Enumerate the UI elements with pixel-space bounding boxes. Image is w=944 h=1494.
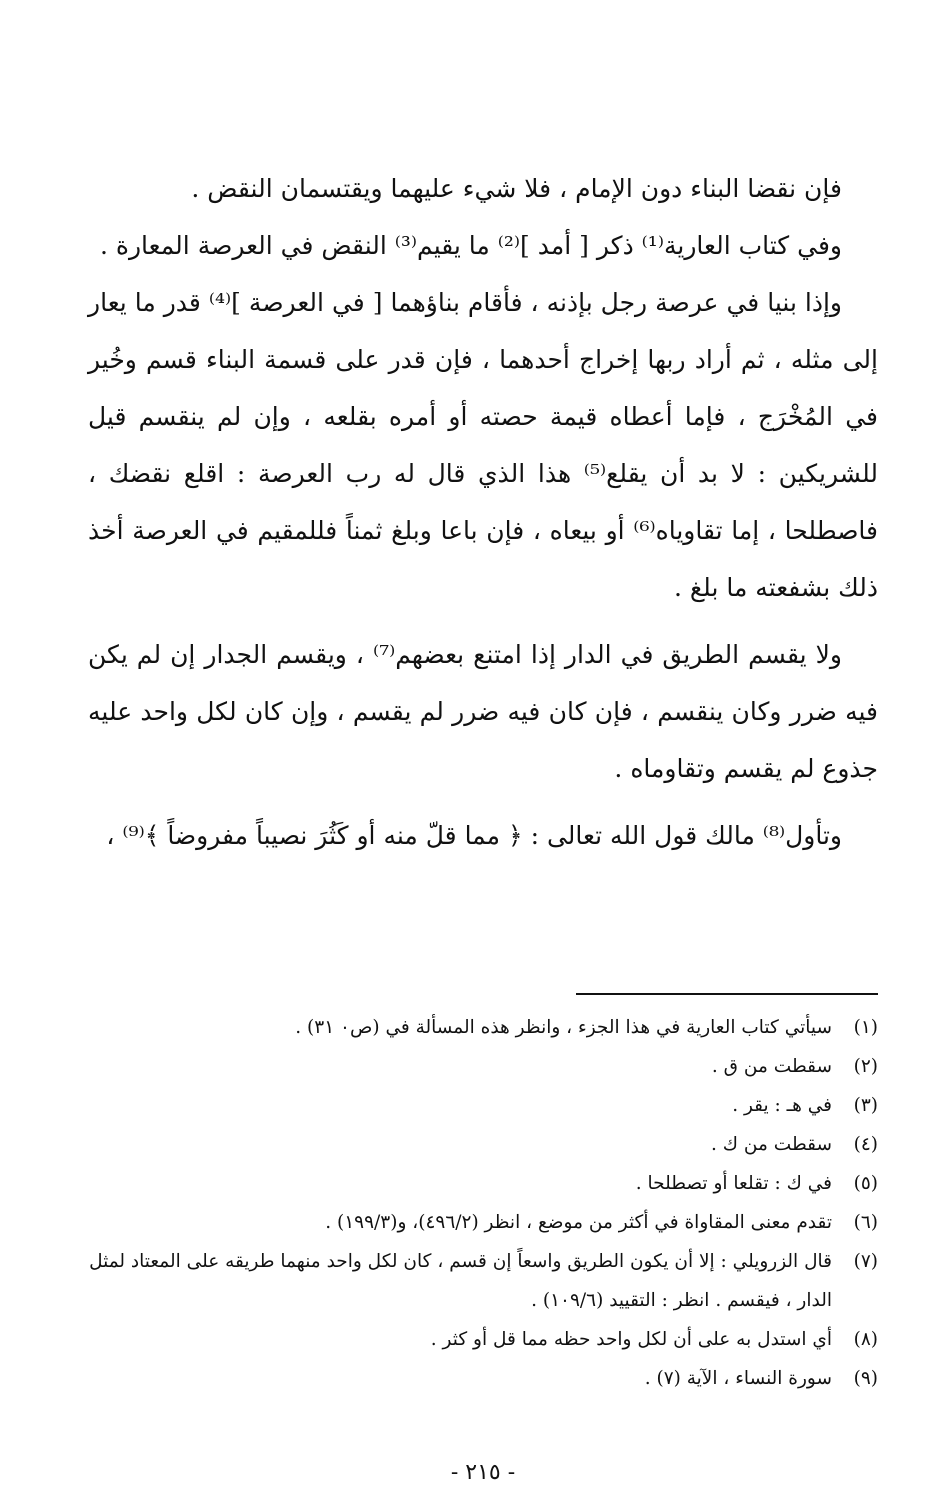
footnote-text: في هـ : يقر . [732,1095,832,1116]
footnote-6 [88,1203,878,1242]
footnote-number: (٦) [853,1212,878,1233]
footnote-text: سيأتي كتاب العارية في هذا الجزء ، وانظر هذه المسألة في (ص٠ ٣١) . [295,1017,832,1038]
footnote-number: (٥) [853,1173,878,1194]
footnote-9 [88,1359,878,1398]
footnote-number: (٨) [853,1329,878,1350]
footnote-text: في ك : تقلعا أو تصطلحا . [635,1173,832,1194]
footnote-number: (١) [853,1017,878,1038]
page-number: - ٢١٥ - [450,1460,516,1485]
footnote-3 [88,1086,878,1125]
page-content [88,160,878,1485]
footnote-text: سقطت من ك . [711,1134,832,1155]
footnote-number: (٧) [853,1251,878,1272]
footnote-7 [88,1242,878,1320]
footnote-divider [576,993,878,995]
footnote-5 [88,1164,878,1203]
paragraph-2: وفي كتاب العارية⁽¹⁾ ذكر [ أمد ]⁽²⁾ ما يقيم⁽³⁾ النقض في العرصة المعارة . [99,231,842,260]
footnote-text: قال الزرويلي : إلا أن يكون الطريق واسعاً إن قسم ، كان لكل واحد منهما طريقه على المعتاد لمثل الدار ، فيقسم . انظر : التقييد (١٠٩/٦) . [89,1251,832,1311]
footnote-number: (٣) [853,1095,878,1116]
footnotes-list [88,1008,878,1398]
footnote-2 [88,1047,878,1086]
footnote-number: (٤) [853,1134,878,1155]
paragraph-3: وإذا بنيا في عرصة رجل بإذنه ، فأقام بناؤهما [ في العرصة ]⁽⁴⁾ قدر ما يعار إلى مثله ، ثم أراد ربها إخراج أحدهما ، فإن قدر على قسمة البناء قسم وخُير في المُخْرَج ، فإما أعطاه قيمة حصته أو أمره بقلعه ، وإن لم ينقسم قيل للشريكين : لا بد أن يقلع⁽⁵⁾ هذا الذي قال له رب العرصة : اقلع نقضك ، فاصطلحا ، إما تقاوياه⁽⁶⁾ أو بيعاه ، فإن باعا وبلغ ثمناً فللمقيم في العرصة أخذ ذلك بشفعته ما بلغ . [88,288,878,602]
footnote-4 [88,1125,878,1164]
footnote-text: تقدم معنى المقاواة في أكثر من موضع ، انظر (٤٩٦/٢)، و(١٩٩/٣) . [325,1212,832,1233]
footnote-1 [88,1008,878,1047]
footnote-text: سقطت من ق . [711,1056,832,1077]
footnote-text: أي استدل به على أن لكل واحد حظه مما قل أو كثر . [430,1329,832,1350]
paragraph-5: وتأول⁽⁸⁾ مالك قول الله تعالى : ﴿ مما قلّ منه أو كَثُرَ نصيباً مفروضاً ﴾⁽⁹⁾ ، [106,821,842,850]
footnote-text: سورة النساء ، الآية (٧) . [644,1368,832,1389]
paragraph-1: فإن نقضا البناء دون الإمام ، فلا شيء عليهما ويقتسمان النقض . [191,174,842,203]
footnote-number: (٩) [853,1368,878,1389]
footnote-8 [88,1320,878,1359]
paragraph-4: ولا يقسم الطريق في الدار إذا امتنع بعضهم⁽⁷⁾ ، ويقسم الجدار إن لم يكن فيه ضرر وكان ينقسم ، فإن كان فيه ضرر لم يقسم ، وإن كان لكل واحد عليه جذوع لم يقسم وتقاوماه . [88,640,878,783]
footnote-number: (٢) [853,1056,878,1077]
